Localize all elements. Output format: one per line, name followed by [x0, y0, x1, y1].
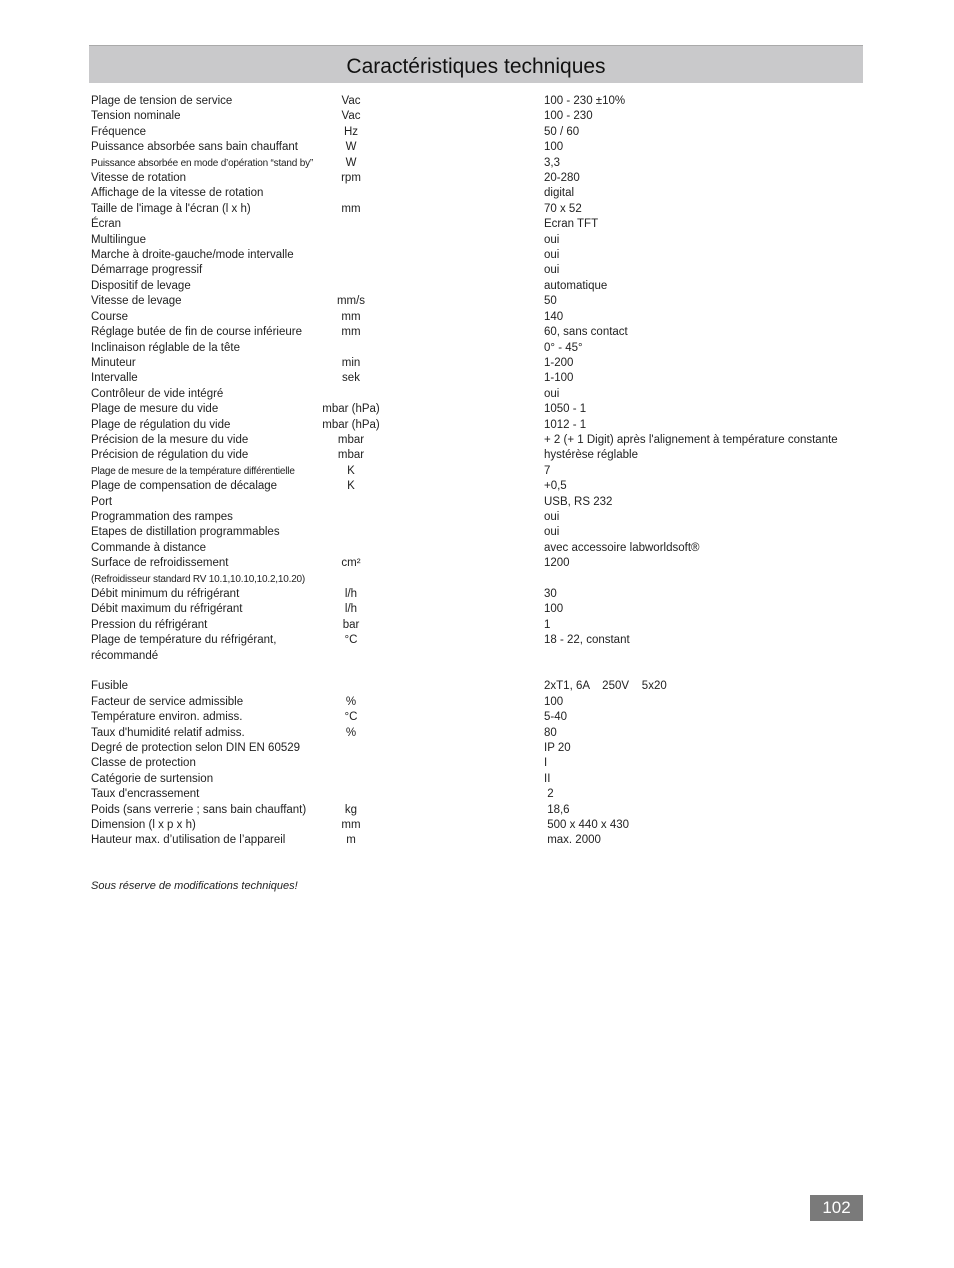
spec-label: Précision de régulation du vide: [91, 449, 249, 462]
spec-row: [91, 171, 871, 186]
spec-row: [91, 649, 871, 664]
spec-row: [91, 633, 871, 648]
spec-unit: [316, 341, 386, 356]
spec-row: [91, 679, 871, 694]
spec-unit: [316, 186, 386, 201]
page-title: Caractéristiques techniques: [346, 54, 606, 78]
spec-unit: [316, 525, 386, 540]
spec-value: 50 / 60: [544, 125, 580, 138]
spec-value: 2xT1, 6A 250V 5x20: [544, 680, 667, 693]
spec-unit: Hz: [343, 125, 359, 138]
spec-unit: mbar (hPa): [322, 418, 380, 431]
spec-unit: sek: [342, 372, 360, 385]
spec-unit: °C: [344, 711, 358, 724]
spec-label: Contrôleur de vide intégré: [91, 387, 224, 400]
spec-row: [91, 756, 871, 771]
spec-unit: mbar: [337, 433, 365, 446]
spec-value: II: [544, 772, 551, 785]
spec-row: [91, 525, 871, 540]
spec-value: hystérèse réglable: [544, 449, 638, 462]
spec-unit: m: [346, 834, 356, 847]
spec-unit: kg: [344, 803, 358, 816]
spec-unit: [316, 664, 386, 679]
spec-row: [91, 464, 871, 479]
spec-unit: rpm: [341, 172, 361, 185]
spec-table: [91, 94, 871, 849]
spec-value: avec accessoire labworldsoft®: [544, 541, 700, 554]
spec-value: [544, 664, 870, 679]
spec-value: 100: [544, 141, 564, 154]
spec-row: [91, 833, 871, 848]
spec-row: [91, 787, 871, 802]
spec-row: [91, 541, 871, 556]
spec-value: 5-40: [544, 711, 568, 724]
spec-label: Puissance absorbée en mode d’opération “stand by”: [91, 157, 314, 169]
spec-unit: mm/s: [336, 295, 366, 308]
spec-label: Classe de protection: [91, 757, 196, 770]
spec-row: [91, 710, 871, 725]
spec-unit: mm: [341, 819, 361, 832]
spec-row: [91, 510, 871, 525]
spec-label: Minuteur: [91, 356, 136, 369]
spec-value: 1012 - 1: [544, 418, 587, 431]
spec-unit: bar: [342, 618, 360, 631]
spec-value: oui: [544, 233, 560, 246]
spec-row: [91, 448, 871, 463]
spec-label: Vitesse de levage: [91, 295, 182, 308]
page-header: [89, 45, 863, 83]
spec-value: 1: [544, 618, 551, 631]
spec-value: 50: [544, 295, 557, 308]
spec-row: [91, 741, 871, 756]
spec-label: Vitesse de rotation: [91, 172, 187, 185]
spec-unit: °C: [344, 634, 358, 647]
spec-value: USB, RS 232: [544, 495, 613, 508]
spec-label: Réglage butée de fin de course inférieure: [91, 326, 302, 339]
spec-unit: [316, 387, 386, 402]
spec-label: (Refroidisseur standard RV 10.1,10.10,10.2,10.20): [91, 573, 306, 585]
spec-value: Ecran TFT: [544, 218, 599, 231]
spec-row: [91, 125, 871, 140]
spec-value: 2: [544, 788, 554, 801]
spec-label: Taux d'encrassement: [91, 788, 200, 801]
spec-label: Taille de l'image à l'écran (l x h): [91, 202, 251, 215]
spec-value: I: [544, 757, 548, 770]
spec-unit: cm²: [341, 557, 361, 570]
spec-label: Débit maximum du réfrigérant: [91, 603, 243, 616]
spec-row: [91, 202, 871, 217]
spec-label: Plage de mesure de la température différentielle: [91, 465, 295, 477]
spec-label: Multilingue: [91, 233, 146, 246]
spec-label: Dimension (l x p x h): [91, 819, 196, 832]
spec-row: [91, 294, 871, 309]
spec-value: 7: [544, 464, 551, 477]
spec-unit: [316, 787, 386, 802]
spec-label: Commande à distance: [91, 541, 207, 554]
spec-unit: %: [345, 726, 357, 739]
spec-unit: K: [347, 480, 355, 493]
spec-value: 1-100: [544, 372, 574, 385]
spec-unit: [316, 756, 386, 771]
spec-unit: %: [345, 695, 357, 708]
spec-value: automatique: [544, 279, 608, 292]
spec-label: Port: [91, 495, 113, 508]
spec-label: Facteur de service admissible: [91, 695, 244, 708]
spec-unit: min: [341, 356, 361, 369]
spec-row: [91, 325, 871, 340]
spec-unit: Vac: [341, 110, 361, 123]
spec-row: [91, 803, 871, 818]
spec-value: [544, 649, 870, 664]
spec-label: Plage de mesure du vide: [91, 403, 219, 416]
spec-label: Marche à droite-gauche/mode intervalle: [91, 249, 294, 262]
spec-unit: [316, 233, 386, 248]
spec-row: [91, 217, 871, 232]
spec-unit: [316, 248, 386, 263]
spec-row: [91, 279, 871, 294]
spec-row: [91, 495, 871, 510]
spec-value: max. 2000: [544, 834, 601, 847]
spec-value: [544, 572, 870, 587]
spec-value: 1-200: [544, 356, 574, 369]
spec-row: [91, 587, 871, 602]
spec-value: 70 x 52: [544, 202, 582, 215]
spec-unit: K: [347, 464, 355, 477]
spec-label: Taux d'humidité relatif admiss.: [91, 726, 245, 739]
spec-unit: [316, 279, 386, 294]
spec-value: oui: [544, 264, 560, 277]
spec-row: [91, 263, 871, 278]
spec-value: digital: [544, 187, 575, 200]
spec-label: Dispositif de levage: [91, 279, 191, 292]
spec-value: 18,6: [544, 803, 570, 816]
spec-unit: [316, 741, 386, 756]
spec-value: 140: [544, 310, 564, 323]
spec-value: + 2 (+ 1 Digit) après l'alignement à température constante: [544, 433, 838, 446]
spec-row: [91, 433, 871, 448]
spec-value: 60, sans contact: [544, 326, 628, 339]
page-number: 102: [810, 1195, 863, 1221]
spec-label: Inclinaison réglable de la tête: [91, 341, 240, 354]
spec-value: 1200: [544, 557, 570, 570]
spec-label: Plage de compensation de décalage: [91, 480, 278, 493]
spec-label: Programmation des rampes: [91, 510, 233, 523]
spec-label: Puissance absorbée sans bain chauffant: [91, 141, 298, 154]
spec-row: [91, 140, 871, 155]
spec-label: Surface de refroidissement: [91, 557, 229, 570]
spec-unit: [316, 772, 386, 787]
spec-label: Affichage de la vitesse de rotation: [91, 187, 264, 200]
spec-label: Course: [91, 310, 129, 323]
spec-unit: l/h: [344, 588, 358, 600]
spec-value: 100 - 230 ±10%: [544, 95, 626, 107]
spec-unit: W: [345, 156, 357, 169]
spec-unit: [316, 572, 386, 587]
spec-value: IP 20: [544, 742, 571, 755]
spec-label: Catégorie de surtension: [91, 772, 214, 785]
spec-label: Précision de la mesure du vide: [91, 433, 249, 446]
spec-row: [91, 310, 871, 325]
spec-value: oui: [544, 249, 560, 262]
spec-row: [91, 387, 871, 402]
spec-row: [91, 726, 871, 741]
spec-row: [91, 94, 871, 109]
spec-row: [91, 664, 871, 679]
spec-value: 100: [544, 695, 564, 708]
spec-label: Fréquence: [91, 125, 146, 138]
spec-row: [91, 156, 871, 171]
spec-label: Écran: [91, 218, 122, 231]
spec-label: Fusible: [91, 680, 129, 693]
spec-label: Plage de tension de service: [91, 95, 233, 107]
spec-unit: mm: [341, 202, 361, 215]
spec-row: [91, 818, 871, 833]
spec-unit: Vac: [341, 95, 361, 107]
spec-unit: mbar: [337, 449, 365, 462]
spec-label: Pression du réfrigérant: [91, 618, 208, 631]
spec-unit: mm: [341, 310, 361, 323]
spec-row: [91, 695, 871, 710]
spec-unit: [316, 510, 386, 525]
spec-value: oui: [544, 510, 560, 523]
spec-label: Poids (sans verrerie ; sans bain chauffant): [91, 803, 307, 816]
spec-row: [91, 602, 871, 617]
spec-value: 500 x 440 x 430: [544, 819, 630, 832]
spec-value: 100: [544, 603, 564, 616]
spec-row: [91, 418, 871, 433]
spec-label: Tension nominale: [91, 110, 181, 123]
spec-label: Débit minimum du réfrigérant: [91, 588, 240, 600]
spec-unit: [316, 679, 386, 694]
spec-label: Démarrage progressif: [91, 264, 203, 277]
spec-label: Intervalle: [91, 372, 138, 385]
spec-row: [91, 233, 871, 248]
spec-value: 1050 - 1: [544, 403, 587, 416]
spec-row: [91, 572, 871, 587]
spec-unit: [316, 217, 386, 232]
spec-value: 3,3: [544, 156, 560, 169]
spec-row: [91, 556, 871, 571]
spec-value: 0° - 45°: [544, 341, 583, 354]
spec-label: Plage de régulation du vide: [91, 418, 231, 431]
spec-value: 100 - 230: [544, 110, 593, 123]
spec-row: [91, 772, 871, 787]
spec-row: [91, 479, 871, 494]
spec-unit: [316, 649, 386, 664]
spec-row: [91, 618, 871, 633]
spec-row: [91, 109, 871, 124]
spec-row: [91, 248, 871, 263]
spec-row: [91, 356, 871, 371]
spec-row: [91, 402, 871, 417]
spec-row: [91, 341, 871, 356]
spec-label: Etapes de distillation programmables: [91, 526, 280, 539]
spec-row: [91, 186, 871, 201]
spec-value: 30: [544, 588, 557, 600]
spec-unit: [316, 495, 386, 510]
spec-value: +0,5: [544, 480, 567, 493]
spec-label: Degré de protection selon DIN EN 60529: [91, 742, 301, 755]
spec-unit: mm: [341, 326, 361, 339]
spec-value: oui: [544, 526, 560, 539]
spec-label: récommandé: [91, 649, 159, 662]
spec-label: Hauteur max. d’utilisation de l’appareil: [91, 834, 286, 847]
spec-unit: [316, 541, 386, 556]
spec-unit: W: [345, 141, 357, 154]
spec-value: oui: [544, 387, 560, 400]
spec-label: Plage de température du réfrigérant,: [91, 634, 277, 647]
spec-unit: [316, 263, 386, 278]
spec-row: [91, 371, 871, 386]
footnote: Sous réserve de modifications techniques!: [91, 880, 298, 892]
spec-unit: mbar (hPa): [322, 403, 380, 416]
spec-label: Température environ. admiss.: [91, 711, 243, 724]
spec-value: 18 - 22, constant: [544, 634, 630, 647]
spec-value: 20-280: [544, 172, 580, 185]
spec-unit: l/h: [344, 603, 358, 616]
spec-value: 80: [544, 726, 557, 739]
